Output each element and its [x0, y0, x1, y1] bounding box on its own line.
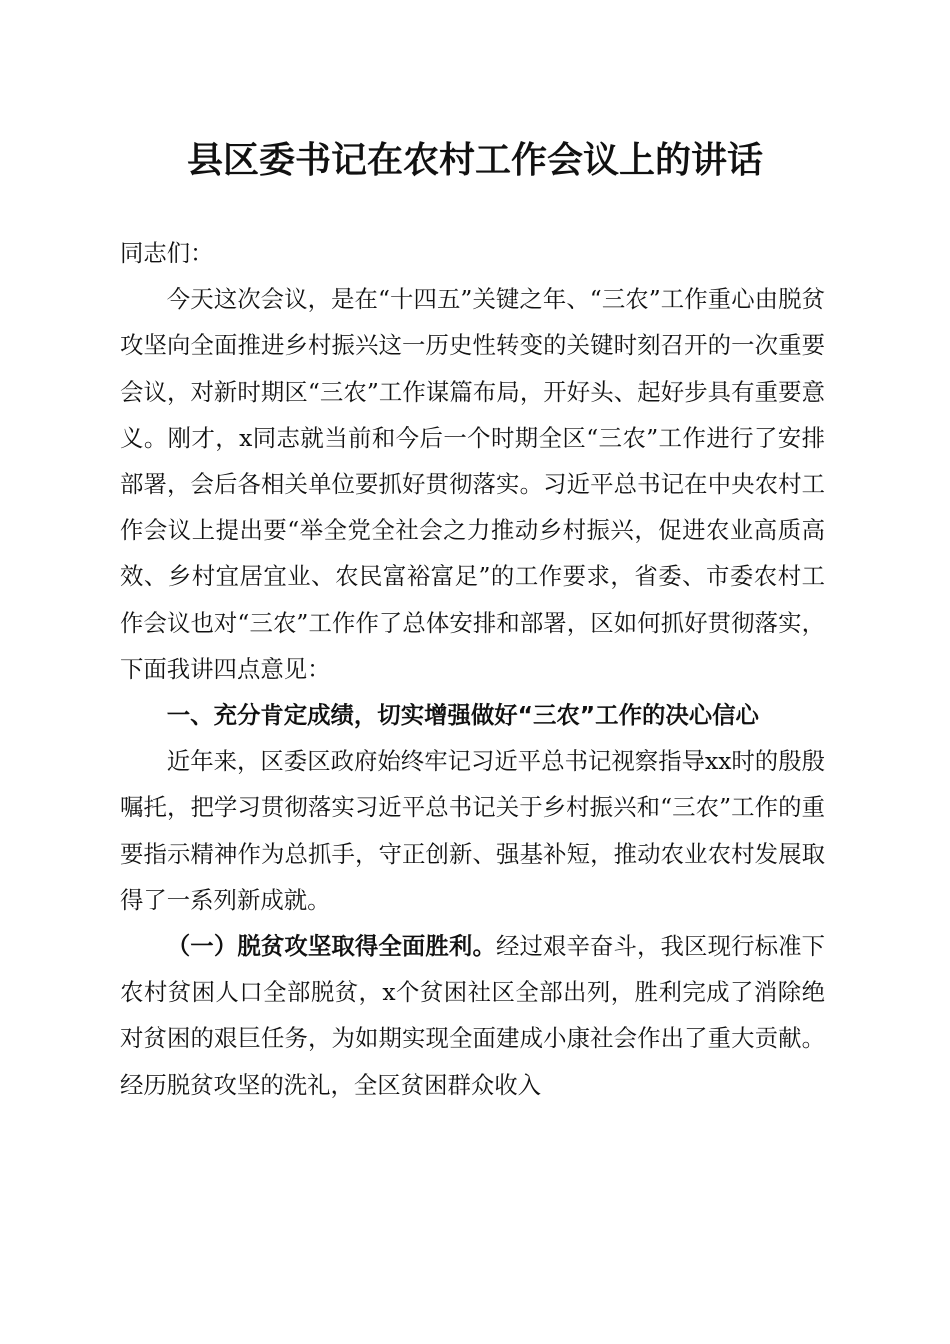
subsection-1-paragraph: [120, 923, 825, 1108]
subsection-1-heading: （一）脱贫攻坚取得全面胜利。: [166, 932, 496, 961]
document-title: 县区委书记在农村工作会议上的讲话: [186, 139, 763, 181]
intro-paragraph: 今天这次会议，是在“十四五”关键之年、“三农”工作重心由脱贫攻坚向全面推进乡村振兴这一历史性转变的关键时刻召开的一次重要会议，对新时期区“三农”工作谋篇布局，开好头、起好步具有重要意义。刚才，x同志就当前和今后一个时期全区“三农”工作进行了安排部署，会后各相关单位要抓好贯彻落实。习近平总书记在中央农村工作会议上提出要“举全党全社会之力推动乡村振兴，促进农业高质高效、乡村宜居宜业、农民富裕富足”的工作要求，省委、市委农村工作会议也对“三农”工作作了总体安排和部署，区如何抓好贯彻落实，下面我讲四点意见：: [120, 285, 825, 683]
document-body: [120, 230, 825, 1108]
salutation: 同志们：: [120, 239, 214, 267]
section-1-paragraph: 近年来，区委区政府始终牢记习近平总书记视察指导xx时的殷殷嘱托，把学习贯彻落实习近平总书记关于乡村振兴和“三农”工作的重要指示精神作为总抓手，守正创新、强基补短，推动农业农村发展取得了一系列新成就。: [120, 747, 825, 914]
subsection-1-text: 经过艰辛奋斗，我区现行标准下农村贫困人口全部脱贫，x个贫困社区全部出列，胜利完成了消除绝对贫困的艰巨任务，为如期实现全面建成小康社会作出了重大贡献。经历脱贫攻坚的洗礼，全区贫困群众收入: [120, 932, 826, 1099]
section-heading-1: 一、充分肯定成绩，切实增强做好“三农”工作的决心信心: [166, 701, 759, 730]
